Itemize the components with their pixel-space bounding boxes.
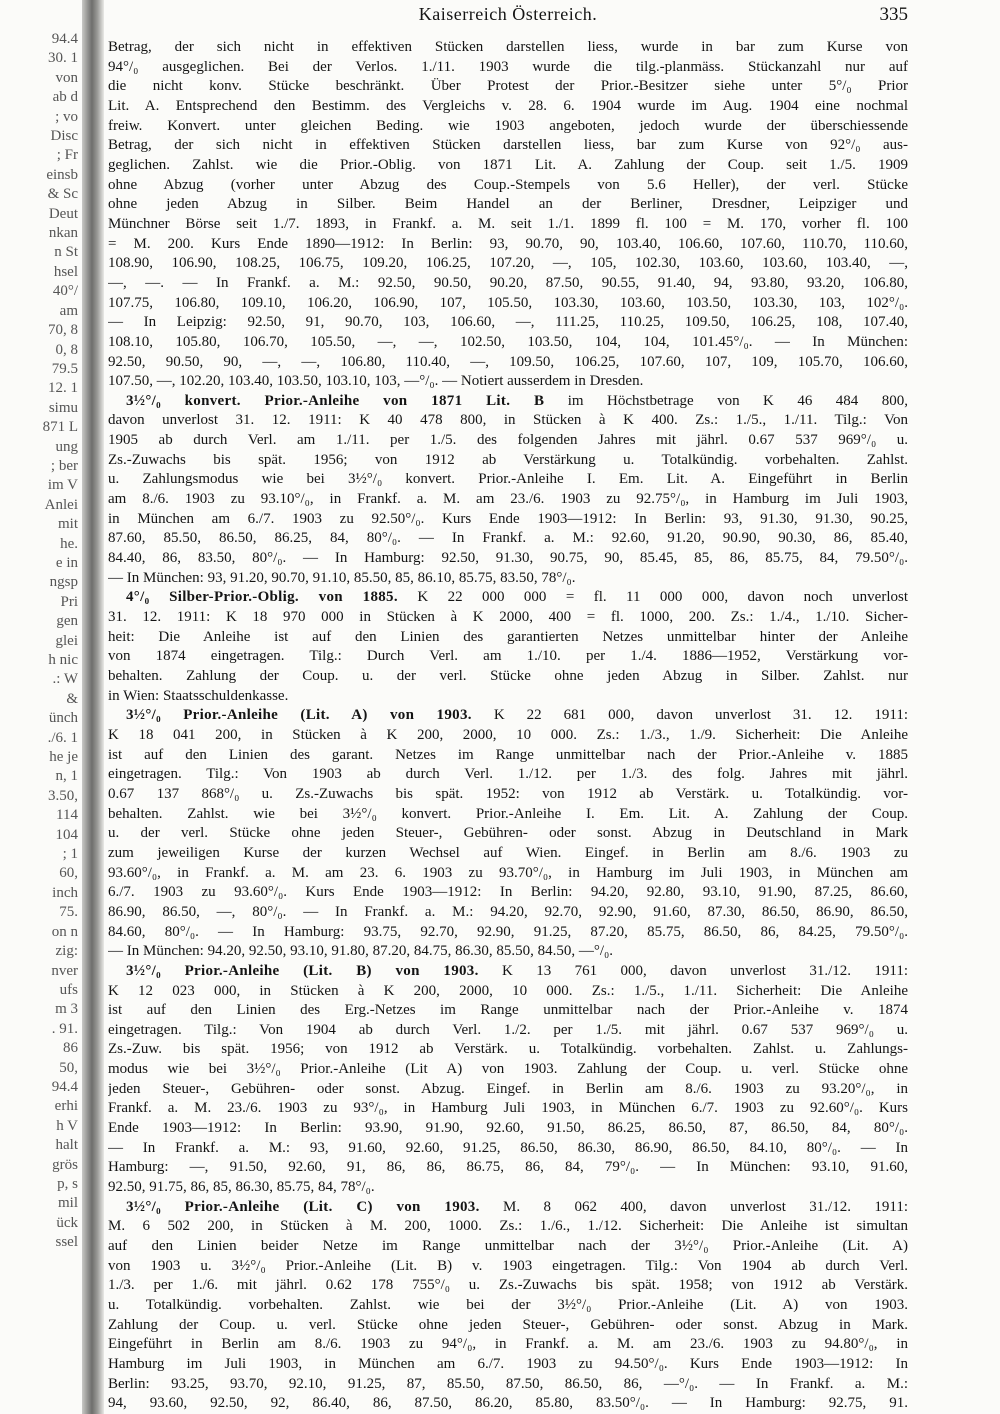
binding-shadow bbox=[82, 0, 104, 1414]
text-line: 84.40, 86, 83.50, 80°/₀. — In Hamburg: 92.50, 91.30, 90.75, 90, 85.45, 85, 86, 85.75, 84, 79.50°/₀. bbox=[108, 550, 908, 567]
prev-page-line: Anlei bbox=[44, 496, 78, 513]
text-line: geglichen. Zahlst. wie die Prior.-Oblig. von 1871 Lit. A. Zahlung der Coup. seit 1./5. 1909 bbox=[108, 156, 908, 173]
prev-page-line: 94.4 bbox=[51, 31, 78, 47]
prev-page-line: 3.50, bbox=[48, 787, 78, 804]
prev-page-line: 94.4 bbox=[51, 1078, 78, 1095]
text-line: M. 6 502 200, in Stücken à M. 200, 1000. Zs.: 1./6., 1./12. Sicherheit: Die Anleihe ist simultan bbox=[108, 1218, 908, 1235]
page-header bbox=[108, 4, 908, 28]
text-line: 108.90, 106.90, 108.25, 106.75, 109.20, 106.25, 107.20, —, 105, 102.30, 103.60, 103.60, 103.40, —, bbox=[108, 255, 908, 272]
prev-page-line: glei bbox=[55, 632, 78, 649]
text-line: u. der verl. Stücke ohne jeden Steuer-, Gebühren- oder sonst. Abzug in Deutschland in Mark bbox=[108, 825, 908, 842]
prev-page-line: am bbox=[59, 302, 78, 319]
prev-page-line: Deut bbox=[48, 205, 78, 222]
text-line: Zs.-Zuw. bis spät. 1956; von 1912 ab Verstärk. u. Totalkündig. vorbehalten. Zahlst. u. Zahlungs- bbox=[108, 1041, 908, 1058]
text-line: 93.60°/₀, in Frankf. a. M. am 23. 6. 1903 zu 93.70°/₀, in Hamburg im Juli 1903, in München am bbox=[108, 864, 908, 881]
text-line: heit: Die Anleihe ist auf den Linien des garantierten Netzes unmittelbar hinter der Anleihe bbox=[108, 628, 908, 645]
prev-page-line: ssel bbox=[55, 1234, 78, 1251]
text-line: 31. 12. 1911: K 18 970 000 in Stücken à K 2000, 400 = fl. 1000, 200. Zs.: 1./4., 1./10. Sicher- bbox=[108, 609, 908, 626]
text-line: 6./7. 1903 zu 93.60°/₀. Kurs Ende 1903—1912: In Berlin: 94.20, 92.80, 93.10, 91.90, 87.25, 86.60, bbox=[108, 884, 908, 901]
prev-page-line: he. bbox=[60, 535, 78, 552]
prev-page-line: ; ber bbox=[50, 457, 78, 474]
prev-page-line: 40°/ bbox=[52, 283, 78, 300]
text-line: 0.67 137 868°/₀ u. Zs.-Zuwachs bis spät. 1952: von 1912 ab Verstärk. u. Totalkündig. vor- bbox=[108, 785, 908, 802]
prev-page-line: 871 L bbox=[42, 419, 78, 436]
section-heading-line bbox=[108, 588, 908, 608]
prev-page-line: 75. bbox=[59, 904, 78, 921]
bond-heading-rest: K 22 681 000, davon unverlost 31. 12. 1911: bbox=[471, 707, 908, 724]
bond-title: 3½°/₀ Prior.-Anleihe (Lit. C) von 1903. bbox=[126, 1198, 480, 1215]
bond-heading-rest: K 22 000 000 = fl. 11 000 000, davon noch unverlost bbox=[397, 589, 908, 606]
text-line: behalten. Zahlung der Coup. u. der verl. Stücke ohne jeden Abzug in Silber. Zahlst. nur bbox=[108, 668, 908, 684]
prev-page-line: von bbox=[55, 69, 78, 86]
text-line: — In München: 93, 91.20, 90.70, 91.10, 85.50, 85, 86.10, 85.75, 83.50, 78°/₀. bbox=[108, 569, 576, 586]
prev-page-line: inch bbox=[52, 884, 78, 901]
text-line: u. Totalkündig. vorbehalten. Zahlst. wie bei der 3½°/₀ Prior.-Anleihe (Lit. A) von 1903. bbox=[108, 1297, 908, 1313]
prev-page-line: 12. 1 bbox=[48, 380, 78, 397]
text-line: 86.90, 86.50, —, 80°/₀. — In Frankf. a. M.: 94.20, 92.70, 92.90, 91.60, 87.30, 86.50, 86.90, 86.50, bbox=[108, 903, 908, 920]
text-line: Ende 1903—1912: In Berlin: 93.90, 91.90, 92.60, 91.50, 86.25, 86.50, 87, 86.50, 84, 80°/₀. bbox=[108, 1120, 908, 1137]
prev-page-line: n, 1 bbox=[55, 768, 78, 785]
prev-page-line: simu bbox=[48, 399, 78, 416]
text-line: — In München: 94.20, 92.50, 93.10, 91.80, 87.20, 84.75, 86.30, 85.50, 84.50, —°/₀. bbox=[108, 943, 613, 960]
prev-page-line: mit bbox=[57, 516, 78, 533]
text-line: zum jeweiligen Kurse der kurzen Wechsel auf Wien. Eingef. in Berlin am 8./6. 1903 zu bbox=[108, 844, 908, 861]
prev-page-line: Disc bbox=[50, 128, 78, 145]
prev-page-line: 0, 8 bbox=[55, 341, 78, 358]
prev-page-line: 30. 1 bbox=[48, 50, 78, 67]
prev-page-line: halt bbox=[55, 1137, 78, 1154]
main-text-column bbox=[108, 38, 908, 1414]
text-line: Hamburg: —, 91.50, 92.60, 91, 86, 86, 86.75, 86, 84, 79°/₀. — In München: 93.10, 91.60, bbox=[108, 1159, 908, 1176]
bond-heading-rest: K 13 761 000, davon unverlost 31./12. 1911: bbox=[478, 962, 908, 979]
text-line: ohne Abzug (vorher unter Abzug des Coup.-Stempels von 5.6 Heller), der verl. Stücke bbox=[108, 176, 908, 193]
prev-page-line: ; vo bbox=[55, 108, 78, 125]
text-line: — In Leipzig: 92.50, 91, 90.70, 103, 106.60, —, 111.25, 110.25, 109.50, 106.25, 108, 107.40, bbox=[108, 314, 908, 331]
text-line: auf den Linien beider Netze im Range unmittelbar nach der 3½°/₀ Prior.-Anleihe (Lit. A) bbox=[108, 1238, 908, 1255]
text-line: eingetragen. Tilg.: Von 1903 ab durch Verl. 1./12. per 1./3. des folg. Jahres mit jährl. bbox=[108, 766, 908, 783]
text-line: Hamburg im Juli 1903, in München am 6./7. 1903 zu 94.50°/₀. Kurs Ende 1903—1912: In bbox=[108, 1355, 908, 1372]
text-line: von 1874 eingetragen. Tilg.: Durch Verl. am 1./10. per 1./4. 1886—1952, Verstärkung vor- bbox=[108, 648, 908, 665]
text-line: davon unverlost 31. 12. 1911: K 40 478 800, in Stücken à K 400. Zs.: 1./5., 1./11. Tilg.: Von bbox=[108, 412, 908, 429]
prev-page-line: & Sc bbox=[47, 186, 78, 203]
prev-page-line: 79.5 bbox=[51, 360, 78, 377]
prev-page-line: on n bbox=[51, 923, 78, 940]
prev-page-line: ung bbox=[55, 438, 78, 455]
bond-title: 3½°/₀ konvert. Prior.-Anleihe von 1871 Lit. B bbox=[126, 392, 545, 409]
prev-page-line: he je bbox=[49, 749, 78, 766]
prev-page-line: gen bbox=[56, 613, 78, 630]
prev-page-line: zig: bbox=[55, 943, 78, 960]
bond-heading-rest: M. 8 062 400, davon unverlost 31./12. 1911: bbox=[479, 1198, 908, 1215]
previous-page-fragment bbox=[0, 30, 82, 1414]
section-heading-line bbox=[108, 392, 908, 412]
text-line: ohne jeden Abzug in Silber. Beim Handel an der Berliner, Dresdner, Leipziger und bbox=[108, 196, 908, 213]
section-heading-line bbox=[108, 1198, 908, 1218]
prev-page-line: 114 bbox=[56, 807, 78, 824]
text-line: Zahlung der Coup. u. verl. Stücke ohne jeden Steuer-, Gebühren- oder sonst. Abzug in Mark. bbox=[108, 1316, 908, 1333]
prev-page-line: h V bbox=[56, 1117, 78, 1134]
prev-page-line: einsb bbox=[46, 166, 78, 183]
prev-page-line: 60, bbox=[59, 865, 78, 882]
text-line: 92.50, 91.75, 86, 85, 86.30, 85.75, 84, 78°/₀. bbox=[108, 1179, 375, 1196]
text-line: am 8./6. 1903 zu 93.10°/₀, in Frankf. a. M. am 23./6. 1903 zu 92.75°/₀, in Hamburg im Juli 1903, bbox=[108, 491, 908, 508]
prev-page-line: 104 bbox=[55, 826, 78, 843]
text-line: 84.60, 80°/₀. — In Hamburg: 93.75, 92.70, 92.90, 91.25, 87.20, 85.75, 86.50, 86, 84.25, 79.50°/₀. bbox=[108, 923, 908, 940]
prev-page-line: e in bbox=[55, 554, 78, 571]
prev-page-line: ünch bbox=[48, 710, 78, 727]
text-line: K 18 041 200, in Stücken à K 200, 2000, 10 000. Zs.: 1./3., 1./9. Sicherheit: Die Anleihe bbox=[108, 726, 908, 743]
text-line: 1./3. per 1./6. mit jährl. 0.62 178 755°/₀ u. Zs.-Zuwachs bis spät. 1958; von 1912 ab Verstärk. bbox=[108, 1277, 908, 1294]
text-line: 1905 ab durch Verl. am 1./11. per 1./5. des folgenden Jahres mit jährl. 0.67 537 969°/₀ u. bbox=[108, 432, 908, 449]
section-heading-line bbox=[108, 706, 908, 726]
text-line: 87.60, 85.50, 86.50, 86.25, 84, 80°/₀. — In Frankf. a. M.: 92.60, 91.20, 90.90, 90.30, 86, 85.40, bbox=[108, 530, 908, 547]
prev-page-line: mil bbox=[57, 1195, 78, 1212]
text-line: K 12 023 000, in Stücken à K 200, 2000, 10 000. Zs.: 1./5., 1./11. Sicherheit: Die Anleihe bbox=[108, 982, 908, 999]
prev-page-line: p, s bbox=[57, 1175, 78, 1192]
page-number: 335 bbox=[879, 4, 908, 25]
text-line: Betrag, der sich nicht in effektiven Stücken darstellen liess, bar zum Kurse von 92°/₀ aus- bbox=[108, 137, 908, 154]
prev-page-line: n St bbox=[54, 244, 78, 261]
text-line: die nicht konv. Stücke beschränkt. Über Protest der Prior.-Besitzer siehe unter 5°/₀ Prior bbox=[108, 78, 908, 95]
text-line: modus wie bei 3½°/₀ Prior.-Anleihe (Lit A) von 1903. Zahlung der Coup. u. verl. Stücke ohne bbox=[108, 1061, 908, 1078]
text-line: Eingeführt in Berlin am 8./6. 1903 zu 94°/₀, in Frankf. a. M. am 23./6. 1903 zu 94.80°/₀, in bbox=[108, 1336, 908, 1353]
text-line: ist auf den Linien des garant. Netzes im Range unmittelbar nach der Prior.-Anleihe v. 1885 bbox=[108, 746, 908, 763]
text-line: von 1903 u. 3½°/₀ Prior.-Anleihe (Lit. B) v. 1903 eingetragen. Tilg.: Von 1904 ab durch Verl. bbox=[108, 1257, 908, 1274]
prev-page-line: grös bbox=[52, 1156, 78, 1173]
text-line: = M. 200. Kurs Ende 1890—1912: In Berlin: 93, 90.70, 90, 103.40, 106.60, 107.60, 110.70, 110.60, bbox=[108, 235, 908, 252]
prev-page-line: nver bbox=[51, 962, 78, 979]
prev-page-line: & bbox=[66, 690, 78, 707]
prev-page-line: 86 bbox=[63, 1040, 78, 1057]
prev-page-line: h nic bbox=[48, 652, 78, 668]
bond-heading-rest: im Höchstbetrage von K 46 484 800, bbox=[544, 392, 908, 409]
text-line: Münchner Börse seit 1./7. 1893, in Frankf. a. M. seit 1./1. 1899 fl. 100 = M. 170, vorher fl. 100 bbox=[108, 215, 908, 232]
bond-title: 3½°/₀ Prior.-Anleihe (Lit. B) von 1903. bbox=[126, 962, 479, 979]
text-line: 108.10, 105.80, 106.70, 105.50, —, —, 102.50, 103.50, 104, 104, 101.45°/₀. — In München: bbox=[108, 333, 908, 350]
text-line: jeden Steuer-, Gebühren- oder sonst. Abzug. Eingef. in Berlin am 8./6. 1903 zu 93.20°/₀, in bbox=[108, 1080, 908, 1097]
text-line: 107.75, 106.80, 109.10, 106.20, 106.90, 107, 105.50, 103.30, 103.60, 103.50, 103.30, 103, 102°/₀. bbox=[108, 294, 908, 311]
text-line: freiw. Konvert. unter gleichen Beding. wie 1903 angeboten, jedoch wurde der überschiessende bbox=[108, 117, 908, 134]
prev-page-line: 70, 8 bbox=[48, 322, 78, 339]
bond-title: 4°/₀ Silber-Prior.-Oblig. von 1885. bbox=[126, 589, 398, 606]
prev-page-line: erhi bbox=[54, 1098, 78, 1115]
prev-page-line: ück bbox=[56, 1214, 78, 1231]
text-line: in Wien: Staatsschuldenkasse. bbox=[108, 687, 289, 704]
prev-page-line: ; Fr bbox=[56, 147, 78, 164]
prev-page-line: 50, bbox=[59, 1059, 78, 1076]
text-line: 94, 93.60, 92.50, 92, 86.40, 86, 87.50, 86.20, 85.80, 83.50°/₀. — In Hamburg: 92.75, 91. bbox=[108, 1395, 908, 1412]
text-line: in München am 6./7. 1903 zu 92.50°/₀. Kurs Ende 1903—1912: In Berlin: 93, 91.30, 91.30, 90.25, bbox=[108, 510, 908, 527]
text-line: Frankf. a. M. 23./6. 1903 zu 93°/₀, in Hamburg Juli 1903, in München 6./7. 1903 zu 92.60°/₀. Kurs bbox=[108, 1100, 908, 1117]
prev-page-line: ab d bbox=[52, 89, 78, 106]
prev-page-line: . 91. bbox=[51, 1020, 78, 1037]
prev-page-line: Pri bbox=[60, 593, 78, 610]
text-line: 94°/₀ ausgeglichen. Bei der Verlos. 1./11. 1903 wurde die tilg.-planmäss. Stückanzahl nur auf bbox=[108, 58, 908, 75]
prev-page-line: ngsp bbox=[49, 574, 78, 591]
prev-page-line: nkan bbox=[48, 225, 78, 242]
text-line: Lit. A. Entsprechend den Bestimm. des Vergleichs v. 28. 6. 1904 wurde im Aug. 1904 eine nochmal bbox=[108, 97, 908, 114]
text-line: behalten. Zahlst. wie bei 3½°/₀ konvert. Prior.-Anleihe I. Em. Lit. A. Zahlung der Coup. bbox=[108, 805, 908, 822]
bond-title: 3½°/₀ Prior.-Anleihe (Lit. A) von 1903. bbox=[126, 707, 472, 724]
text-line: u. Zahlungsmodus wie bei 3½°/₀ konvert. Prior.-Anleihe I. Em. Lit. A. Eingeführt in Berlin bbox=[108, 471, 908, 488]
text-line: — In Frankf. a. M.: 93, 91.60, 92.60, 91.25, 86.50, 86.30, 86.90, 86.50, 84.10, 80°/₀. — In bbox=[108, 1139, 908, 1156]
prev-page-line: hsel bbox=[53, 263, 78, 280]
prev-page-line: ; 1 bbox=[62, 846, 78, 863]
text-line: 107.50, —, 102.20, 103.40, 103.50, 103.10, 103, —°/₀. — Notiert ausserdem in Dresden. bbox=[108, 373, 644, 390]
running-title: Kaiserreich Österreich. bbox=[418, 4, 598, 24]
prev-page-line: ufs bbox=[59, 981, 78, 998]
text-line: —, —. — In Frankf. a. M.: 92.50, 90.50, 90.20, 87.50, 90.55, 91.40, 94, 93.80, 93.20, 106.80, bbox=[108, 274, 908, 291]
text-line: ist auf den Linien des Erg.-Netzes im Range unmittelbar nach der Prior.-Anleihe v. 1874 bbox=[108, 1002, 908, 1019]
prev-page-line: im V bbox=[47, 477, 78, 494]
prev-page-line: m 3 bbox=[55, 1001, 78, 1018]
text-line: Betrag, der sich nicht in effektiven Stücken darstellen liess, wurde in bar zum Kurse von bbox=[108, 39, 908, 55]
section-heading-line bbox=[108, 962, 908, 982]
text-line: Berlin: 93.25, 93.70, 92.10, 91.25, 87, 85.50, 87.50, 86.50, 86, —°/₀. — In Frankf. a. M.: bbox=[108, 1375, 908, 1392]
prev-page-line: ./6. 1 bbox=[47, 729, 78, 746]
prev-page-line: .: W bbox=[52, 671, 78, 688]
text-line: eingetragen. Tilg.: Von 1904 ab durch Verl. 1./2. per 1./5. mit jährl. 0.67 537 969°/₀ u. bbox=[108, 1021, 908, 1038]
text-line: 92.50, 90.50, 90, —, —, 106.80, 110.40, —, 109.50, 106.25, 107.60, 107, 109, 105.70, 106.60, bbox=[108, 353, 908, 370]
text-line: Zs.-Zuwachs bis spät. 1956; von 1912 ab Verstärkung u. Totalkündig. vorbehalten. Zahlst. bbox=[108, 451, 908, 468]
